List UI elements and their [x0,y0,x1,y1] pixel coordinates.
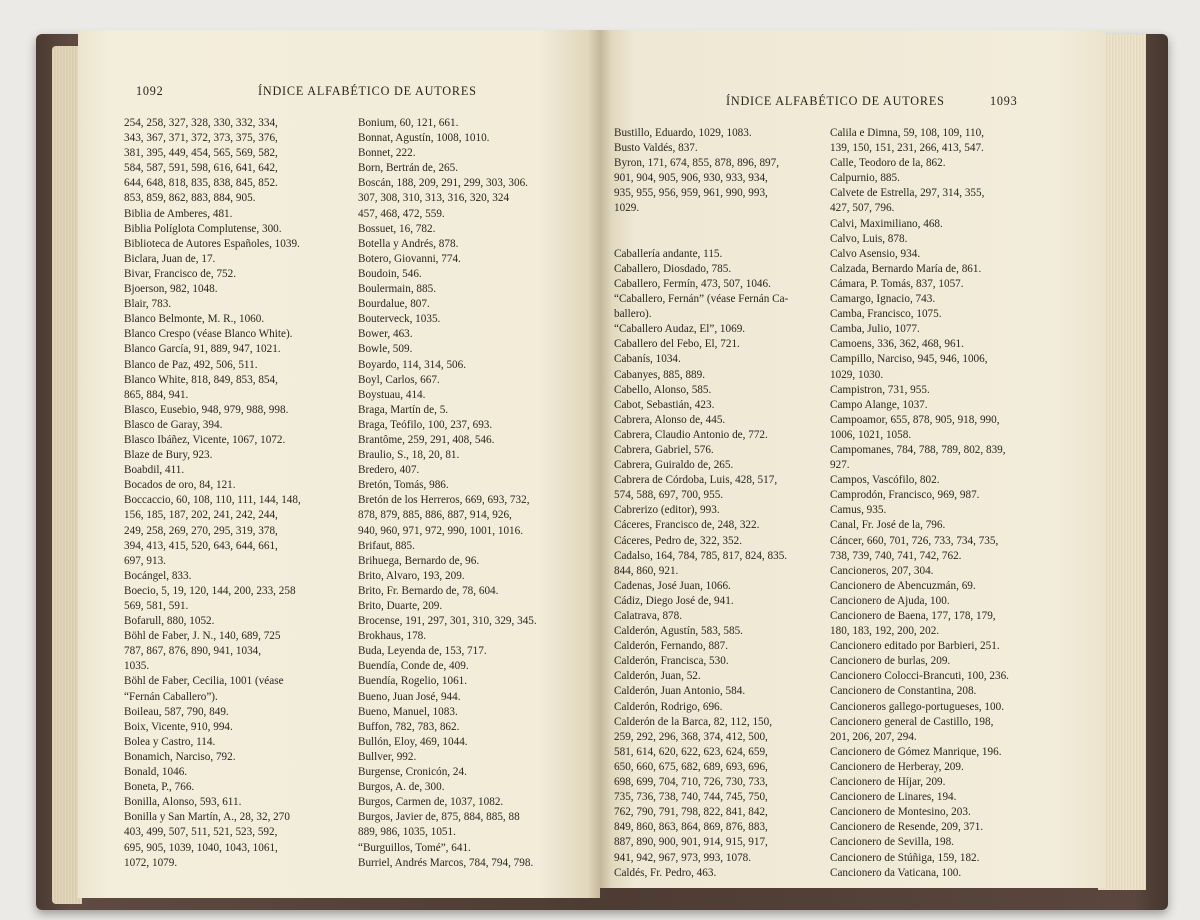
index-entry: 650, 660, 675, 682, 689, 693, 696, [614,760,768,773]
index-entry: 865, 884, 941. [124,388,189,401]
index-entry: Cabrera, Guiraldo de, 265. [614,459,734,472]
index-entry: Braulio, S., 18, 20, 81. [358,449,460,462]
index-entry: 249, 258, 269, 270, 295, 319, 378, [124,524,278,537]
index-entry: Cancionero de Abencuzmán, 69. [830,579,976,592]
index-entry: Cabanís, 1034. [614,353,681,366]
index-entry: Burgos, A. de, 300. [358,781,445,794]
index-entry: Cadalso, 164, 784, 785, 817, 824, 835. [614,549,788,562]
index-entry: Camoens, 336, 362, 468, 961. [830,338,964,351]
index-entry: Born, Bertrán de, 265. [358,162,459,175]
index-entry: Campo Alange, 1037. [830,398,928,411]
index-entry: 1072, 1079. [124,856,178,869]
index-entry: “Caballero, Fernán” (véase Fernán Ca- [614,293,789,306]
index-entry: Boix, Vicente, 910, 994. [124,720,233,733]
index-entry: Calderón, Juan, 52. [614,670,701,683]
index-entry: Cáceres, Francisco de, 248, 322. [614,519,760,532]
index-entry: “Caballero Audaz, El”, 1069. [614,323,746,336]
index-entry: Cabrera, Alonso de, 445. [614,413,726,426]
index-entry: Cámara, P. Tomás, 837, 1057. [830,277,964,290]
index-entry: Bonnet, 222. [358,147,416,160]
index-entry: 381, 395, 449, 454, 565, 569, 582, [124,147,278,160]
index-entry: Burgense, Cronicón, 24. [358,766,467,779]
index-entry: Boccaccio, 60, 108, 110, 111, 144, 148, [124,494,301,507]
index-entry: Cancionero de burlas, 209. [830,655,951,668]
index-entry: Busto Valdés, 837. [614,142,698,155]
index-entry: Caballería andante, 115. [614,247,723,260]
index-entry: Calderón, Francisca, 530. [614,655,729,668]
index-entry: Calle, Teodoro de la, 862. [830,157,946,170]
index-entry: Blasco Ibáñez, Vicente, 1067, 1072. [124,433,286,446]
index-entry: Calila e Dimna, 59, 108, 109, 110, [830,127,985,139]
index-entry: Boulermain, 885. [358,283,436,296]
index-entry: Caldés, Fr. Pedro, 463. [614,866,717,879]
index-entry: Brito, Fr. Bernardo de, 78, 604. [358,584,499,597]
index-entry: “Fernán Caballero”). [124,690,218,703]
index-entry: Caballero, Diosdado, 785. [614,262,732,275]
index-entry: 941, 942, 967, 973, 993, 1078. [614,851,752,864]
index-entry: Blanco Belmonte, M. R., 1060. [124,313,265,326]
page-number-left: 1092 [136,84,164,98]
index-entry: Calderón, Rodrigo, 696. [614,700,723,713]
left-page-column-1 [124,116,360,871]
index-entry: Blanco Crespo (véase Blanco White). [124,328,293,341]
index-entry: 762, 790, 791, 798, 822, 841, 842, [614,806,768,819]
index-entry: Bjoerson, 982, 1048. [124,283,218,296]
index-entry: Calderón, Agustín, 583, 585. [614,625,743,638]
index-entry: Brihuega, Bernardo de, 96. [358,554,480,567]
index-entry: Cabrera, Gabriel, 576. [614,443,714,456]
index-entry: Brito, Alvaro, 193, 209. [358,569,465,582]
index-entry: Botero, Giovanni, 774. [358,252,461,265]
index-entry: Bocángel, 833. [124,569,192,582]
index-entry: Cancionero de Ajuda, 100. [830,594,950,607]
index-entry: 889, 986, 1035, 1051. [358,826,456,839]
index-entry: Calderón de la Barca, 82, 112, 150, [614,715,773,728]
index-entry: Blasco, Eusebio, 948, 979, 988, 998. [124,403,289,416]
index-entry: Cancioneros, 207, 304. [830,564,934,577]
index-entry: Boneta, P., 766. [124,781,195,794]
index-entry: 1029. [614,202,640,215]
index-entry: Campillo, Narciso, 945, 946, 1006, [830,353,988,366]
index-entry: Bonium, 60, 121, 661. [358,117,459,129]
index-entry: Cabot, Sebastián, 423. [614,398,715,411]
index-entry: Caballero del Febo, El, 721. [614,338,740,351]
index-entry: Calvo Asensio, 934. [830,247,921,260]
index-entry: Burriel, Andrés Marcos, 784, 794, 798. [358,856,534,869]
index-entry: Cancionero de Linares, 194. [830,791,957,804]
index-entry: Campistron, 731, 955. [830,383,930,396]
index-entry: 139, 150, 151, 231, 266, 413, 547. [830,142,984,155]
index-entry: Boileau, 587, 790, 849. [124,705,229,718]
index-entry: 180, 183, 192, 200, 202. [830,625,940,638]
index-entry: 887, 890, 900, 901, 914, 915, 917, [614,836,768,849]
index-entry: 403, 499, 507, 511, 521, 523, 592, [124,826,278,839]
index-entry: Bocados de oro, 84, 121. [124,479,236,492]
index-entry: Cancionero de Resende, 209, 371. [830,821,984,834]
index-entry: Camprodón, Francisco, 969, 987. [830,489,980,502]
index-entry: Brito, Duarte, 209. [358,600,443,612]
page-number-right: 1093 [990,94,1018,108]
index-entry: Bustillo, Eduardo, 1029, 1083. [614,127,752,139]
index-entry: Campos, Vascófilo, 802. [830,474,940,487]
index-entry: Cancionero de Herberay, 209. [830,760,964,773]
index-entry: Bowle, 509. [358,343,413,356]
index-entry: 738, 739, 740, 741, 742, 762. [830,549,962,562]
index-entry: Bredero, 407. [358,464,420,477]
index-entry: Böhl de Faber, J. N., 140, 689, 725 [124,630,281,643]
index-entry: Bower, 463. [358,328,413,341]
index-entry: Burgos, Carmen de, 1037, 1082. [358,796,504,809]
index-entry: Cancionero de Montesino, 203. [830,806,971,819]
index-entry: Calvo, Luis, 878. [830,232,908,245]
index-entry: 698, 699, 704, 710, 726, 730, 733, [614,776,768,789]
index-entry: Botella y Andrés, 878. [358,237,459,250]
index-entry: 254, 258, 327, 328, 330, 332, 334, [124,117,278,129]
index-entry: 457, 468, 472, 559. [358,207,445,220]
index-entry: 307, 308, 310, 313, 316, 320, 324 [358,192,510,205]
index-entry: 787, 867, 876, 890, 941, 1034, [124,645,262,658]
running-head-right: ÍNDICE ALFABÉTICO DE AUTORES [726,94,945,108]
index-entry: 343, 367, 371, 372, 373, 375, 376, [124,132,278,145]
index-entry: Campomanes, 784, 788, 789, 802, 839, [830,443,1006,456]
index-entry [614,217,840,232]
index-entry: Cancionero de Stúñiga, 159, 182. [830,851,980,864]
index-entry: Camba, Julio, 1077. [830,323,920,336]
index-entry: Bouterveck, 1035. [358,313,441,326]
index-entry: Calderón, Juan Antonio, 584. [614,685,746,698]
index-entry: Bueno, Juan José, 944. [358,690,461,703]
index-entry: Cancionero general de Castillo, 198, [830,715,994,728]
index-entry: Camargo, Ignacio, 743. [830,293,936,306]
index-entry: Cancionero de Constantina, 208. [830,685,977,698]
index-entry: Blasco de Garay, 394. [124,418,223,431]
index-entry: Biblia de Amberes, 481. [124,207,233,220]
index-entry: Cancionero de Baena, 177, 178, 179, [830,610,996,622]
index-entry: Cancioneros gallego-portugueses, 100. [830,700,1004,713]
index-entry: 427, 507, 796. [830,202,895,215]
index-entry: 927. [830,459,850,472]
index-entry: 1029, 1030. [830,368,884,381]
index-entry: Bonilla, Alonso, 593, 611. [124,796,242,809]
index-entry: Calzada, Bernardo María de, 861. [830,262,982,275]
index-entry: Boabdil, 411. [124,464,185,477]
index-entry: Cancionero de Sevilla, 198. [830,836,954,849]
index-entry: Cancionero Colocci-Brancuti, 100, 236. [830,670,1009,683]
index-entry: Buendía, Rogelio, 1061. [358,675,468,688]
index-entry: 901, 904, 905, 906, 930, 933, 934, [614,172,768,185]
index-entry: Buffon, 782, 783, 862. [358,720,460,733]
index-entry: Calatrava, 878. [614,610,683,622]
index-entry: Boyardo, 114, 314, 506. [358,358,467,371]
index-entry: Boyl, Carlos, 667. [358,373,440,386]
index-entry: Braga, Martín de, 5. [358,403,449,416]
index-entry: 844, 860, 921. [614,564,679,577]
index-entry: Bueno, Manuel, 1083. [358,705,458,718]
index-entry: Cabanyes, 885, 889. [614,368,706,381]
index-entry: Böhl de Faber, Cecilia, 1001 (véase [124,675,284,688]
index-entry: Calvete de Estrella, 297, 314, 355, [830,187,985,200]
index-entry: Campoamor, 655, 878, 905, 918, 990, [830,413,1000,426]
index-entry: Cancionero de Gómez Manrique, 196. [830,745,1002,758]
index-entry: Blaze de Bury, 923. [124,449,213,462]
index-entry: 849, 860, 863, 864, 869, 876, 883, [614,821,768,834]
index-entry: ballero). [614,308,652,321]
index-entry: Cabrera de Córdoba, Luis, 428, 517, [614,474,778,487]
index-entry: Caballero, Fermín, 473, 507, 1046. [614,277,771,290]
left-page [78,30,600,898]
index-entry: Bourdalue, 807. [358,298,430,311]
index-entry: Cancionero da Vaticana, 100. [830,866,962,879]
index-entry: Brocense, 191, 297, 301, 310, 329, 345. [358,615,537,628]
index-entry: Bonilla y San Martín, A., 28, 32, 270 [124,811,290,824]
index-entry: Calpurnio, 885. [830,172,900,185]
index-entry: Canal, Fr. José de la, 796. [830,519,946,532]
index-entry: Braga, Teófilo, 100, 237, 693. [358,418,493,431]
index-entry: Cadenas, José Juan, 1066. [614,579,731,592]
index-entry: Biblioteca de Autores Españoles, 1039. [124,237,300,250]
index-entry: Buendía, Conde de, 409. [358,660,469,673]
page-edges-right [1098,34,1146,890]
index-entry: 695, 905, 1039, 1040, 1043, 1061, [124,841,278,854]
index-entry: 201, 206, 207, 294. [830,730,917,743]
index-entry: Boystuau, 414. [358,388,426,401]
index-entry: Bonald, 1046. [124,766,188,779]
index-entry: Bonamich, Narciso, 792. [124,750,236,763]
index-entry: Cáceres, Pedro de, 322, 352. [614,534,743,547]
index-entry: Cádiz, Diego José de, 941. [614,594,734,607]
index-entry: Byron, 171, 674, 855, 878, 896, 897, [614,157,780,170]
index-entry: Blanco García, 91, 889, 947, 1021. [124,343,281,356]
index-entry: Bofarull, 880, 1052. [124,615,215,628]
index-entry: Cáncer, 660, 701, 726, 733, 734, 735, [830,534,999,547]
index-entry: “Burguillos, Tomé”, 641. [358,841,471,854]
index-entry: Bullver, 992. [358,750,417,763]
index-entry: Bullón, Eloy, 469, 1044. [358,735,468,748]
index-entry: 940, 960, 971, 972, 990, 1001, 1016. [358,524,524,537]
index-entry: 1035. [124,660,150,673]
index-entry: 569, 581, 591. [124,600,189,612]
right-page-column-1 [614,126,840,881]
index-entry: Brantôme, 259, 291, 408, 546. [358,433,495,446]
index-entry: Blair, 783. [124,298,172,311]
index-entry: 735, 736, 738, 740, 744, 745, 750, [614,791,768,804]
index-entry: Cabrera, Claudio Antonio de, 772. [614,428,768,441]
index-entry: Cabrerizo (editor), 993. [614,504,720,517]
index-entry: Bossuet, 16, 782. [358,222,436,235]
index-entry: 259, 292, 296, 368, 374, 412, 500, [614,730,768,743]
index-entry: Cabello, Alonso, 585. [614,383,712,396]
index-entry: Bolea y Castro, 114. [124,735,216,748]
index-entry: Boscán, 188, 209, 291, 299, 303, 306. [358,177,528,190]
index-entry: Burgos, Javier de, 875, 884, 885, 88 [358,811,520,824]
index-entry: 574, 588, 697, 700, 955. [614,489,724,502]
index-entry: Bivar, Francisco de, 752. [124,267,237,280]
index-entry: Buda, Leyenda de, 153, 717. [358,645,487,658]
index-entry [614,232,840,247]
index-entry: 878, 879, 885, 886, 887, 914, 926, [358,509,512,522]
index-entry: Biblia Políglota Complutense, 300. [124,222,282,235]
index-entry: 584, 587, 591, 598, 616, 641, 642, [124,162,278,175]
index-entry: Bonnat, Agustín, 1008, 1010. [358,132,490,145]
index-entry: Camus, 935. [830,504,887,517]
index-entry: Boecio, 5, 19, 120, 144, 200, 233, 258 [124,584,296,597]
index-entry: Brifaut, 885. [358,539,415,552]
running-head-left: ÍNDICE ALFABÉTICO DE AUTORES [258,84,477,98]
index-entry: Bretón de los Herreros, 669, 693, 732, [358,494,530,507]
right-page-column-2 [830,126,1090,881]
index-entry: Bretón, Tomás, 986. [358,479,449,492]
index-entry: Cancionero editado por Barbieri, 251. [830,640,1000,653]
index-entry: 935, 955, 956, 959, 961, 990, 993, [614,187,768,200]
index-entry: 853, 859, 862, 883, 884, 905. [124,192,256,205]
index-entry: Cancionero de Híjar, 209. [830,776,946,789]
right-page [600,30,1105,888]
index-entry: 394, 413, 415, 520, 643, 644, 661, [124,539,278,552]
index-entry: Camba, Francisco, 1075. [830,308,942,321]
index-entry: 1006, 1021, 1058. [830,428,912,441]
index-entry: Brokhaus, 178. [358,630,427,643]
index-entry: 581, 614, 620, 622, 623, 624, 659, [614,745,768,758]
index-entry: Biclara, Juan de, 17. [124,252,216,265]
index-entry: Blanco White, 818, 849, 853, 854, [124,373,278,386]
index-entry: 156, 185, 187, 202, 241, 242, 244, [124,509,278,522]
index-entry: Blanco de Paz, 492, 506, 511. [124,358,258,371]
index-entry: Calvi, Maximiliano, 468. [830,217,943,230]
index-entry: 697, 913. [124,554,166,567]
index-entry: Calderón, Fernando, 887. [614,640,729,653]
left-page-column-2 [358,116,596,871]
index-entry: 644, 648, 818, 835, 838, 845, 852. [124,177,278,190]
index-entry: Boudoin, 546. [358,267,422,280]
